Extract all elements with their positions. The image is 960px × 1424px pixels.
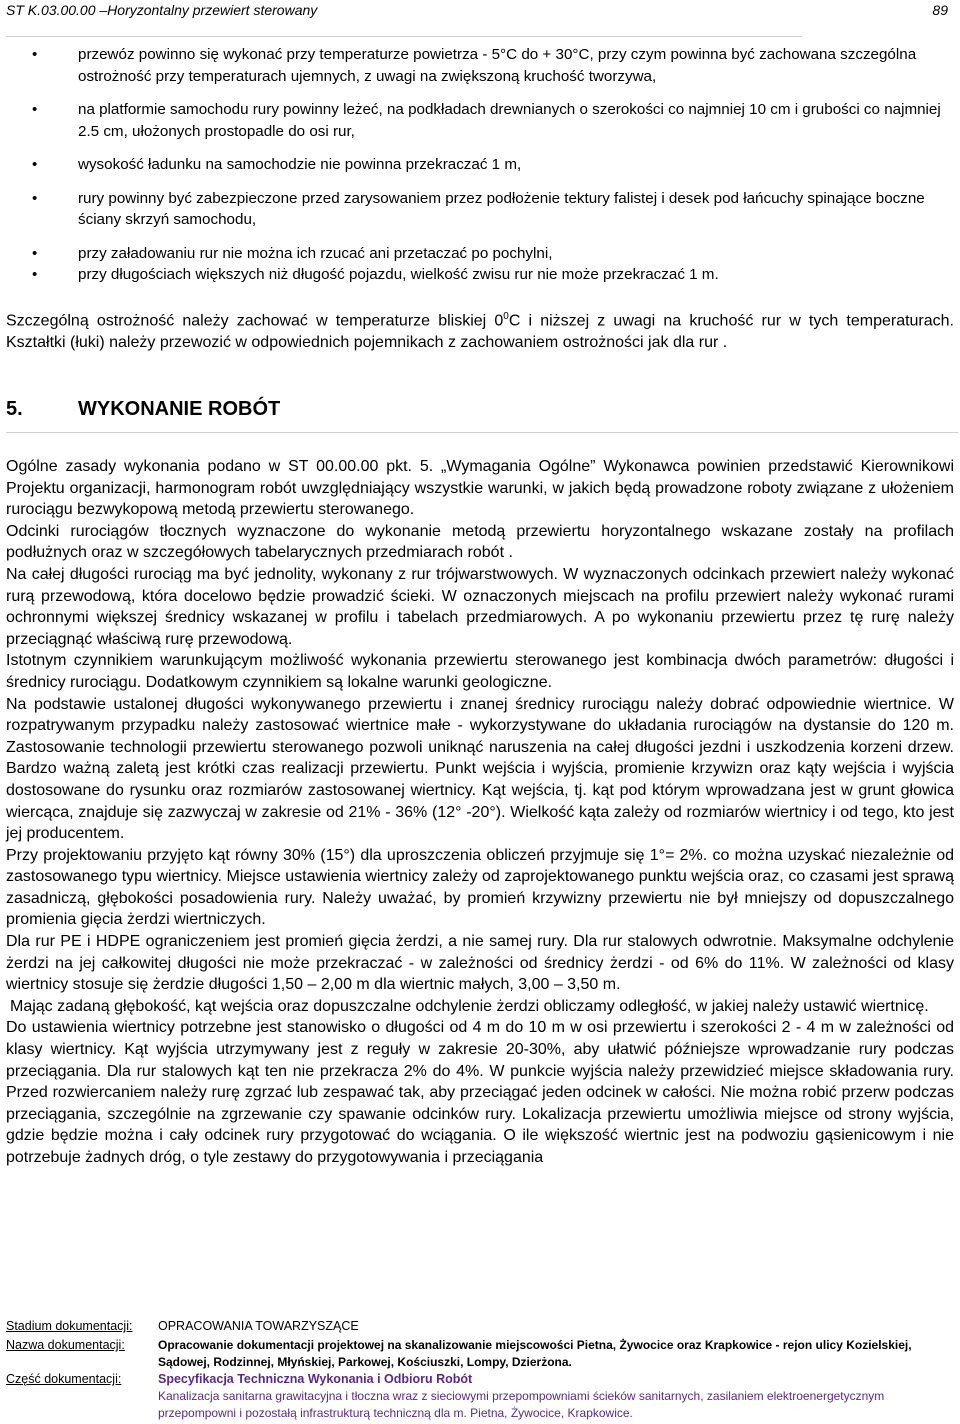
bullet-icon: •	[32, 46, 38, 63]
section-number: 5.	[6, 398, 23, 420]
footer-part-title: Specyfikacja Techniczna Wykonania i Odbioru Robót	[158, 1372, 473, 1386]
list-item-text: przy załadowaniu rur nie można ich rzucać ani przetaczać po pochylni,	[78, 244, 553, 262]
page-footer	[6, 1318, 956, 1422]
bullet-icon: •	[32, 266, 38, 283]
list-item-text: na platformie samochodu rury powinny leżeć, na podkładach drewnianych o szerokości co najmniej 10 cm i grubości co najmniej 2.5 cm, ułożonych prostopadle do osi rur,	[78, 101, 941, 140]
paragraph: Istotnym czynnikiem warunkującym możliwość wykonania przewiertu sterowanego jest kombinacja dwóch parametrów: długości i średnicy rurociągu. Dodatkowym czynnikiem są lokalne warunki geologiczne.	[6, 652, 954, 691]
paragraph-text-after: C i niższej z uwagi na kruchość rur w tych temperaturach. Kształtki (łuki) należy przewozić w odpowiednich pojemnikach z zachowaniem ostrożności jak dla rur .	[6, 312, 955, 351]
paragraph	[6, 306, 954, 354]
list-item-text: wysokość ładunku na samochodzie nie powinna przekraczać 1 m,	[78, 156, 522, 173]
footer-name-value	[158, 1337, 956, 1371]
paragraph-text-before: Szczególną ostrożność należy zachować w temperaturze bliskiej 0	[6, 312, 504, 330]
superscript: 0	[503, 311, 509, 322]
footer-name-row	[6, 1337, 956, 1371]
bullet-icon: •	[32, 189, 38, 207]
section-divider	[6, 432, 958, 433]
header-title: ST K.03.00.00 –Horyzontalny przewiert sterowany	[6, 2, 318, 18]
footer-part-label: Część dokumentacji:	[6, 1372, 122, 1386]
footer-stage-value: OPRACOWANIA TOWARZYSZĄCE	[158, 1319, 359, 1333]
paragraph: Przy projektowaniu przyjęto kąt równy 30% (15°) dla uproszczenia obliczeń przyjmuje się 1°= 2%. co można uzyskać niezależnie od zastosowanego typu wiertnicy. Miejsce ustawienia wiertnicy zależy od zaprojektowanego punktu wejścia oraz, co czasami jest sprawą zasadniczą, głębokości posadowienia rury. Należy uważać, by promień krzywizny przewiertu nie był mniejszy od dopuszczalnego promienia gięcia żerdzi wiertniczych.	[6, 846, 954, 929]
list-item	[6, 188, 956, 231]
page-number: 89	[932, 2, 948, 18]
transport-rules-list	[6, 44, 956, 286]
header-divider	[6, 36, 802, 37]
list-item	[6, 154, 956, 176]
bullet-icon: •	[32, 244, 38, 262]
paragraph: Dla rur PE i HDPE ograniczeniem jest promień gięcia żerdzi, a nie samej rury. Dla rur stalowych odwrotnie. Maksymalne odchylenie żerdzi na jej całkowitej długości nie może przekraczać - w zależności od średnicy żerdzi - od 6% do 11%. W zależności od klasy wiertnicy stosuje się żerdzie długości 1,50 – 2,00 m dla wiertnic małych, 3,00 – 3,50 m.	[6, 933, 954, 994]
list-item-text: rury powinny być zabezpieczone przed zarysowaniem przez podłożenie tektury falistej i desek pod łańcuchy spinające boczne ściany skrzyń samochodu,	[78, 189, 925, 228]
bullet-icon: •	[32, 156, 38, 173]
footer-part-text: Kanalizacja sanitarna grawitacyjna i tłoczna wraz z sieciowymi przepompowniami ścieków sanitarnych, zasilaniem elektroenergetycznym przepompowni i pozostałą infrastrukturą techniczną dla m. Pietna, Żywocice, Krapkowice.	[158, 1389, 885, 1420]
list-item-text: przy długościach większych niż długość pojazdu, wielkość zwisu rur nie może przekraczać 1 m.	[78, 266, 719, 283]
paragraph: Ogólne zasady wykonania podano w ST 00.00.00 pkt. 5. „Wymagania Ogólne” Wykonawca powinien przedstawić Kierownikowi Projektu organizacji, harmonogram robót uwzględniający wszystkie warunki, w jakich będą prowadzone roboty związane z ułożeniem rurociągu bezwykopową metodą przewiertu sterowanego.	[6, 458, 954, 519]
paragraph: Na podstawie ustalonej długości wykonywanego przewiertu i znanej średnicy rurociągu należy dobrać odpowiednie wiertnice. W rozpatrywanym przypadku należy zastosować wiertnice małe - wykorzystywane do układania rurociągów na dystansie do 120 m. Zastosowanie technologii przewiertu sterowanego pozwoli uniknąć naruszenia na całej długości jezdni i uszkodzenia korzeni drzew. Bardzo ważną zaletą jest krótki czas realizacji przewiertu. Punkt wejścia i wyjścia, promienie krzywizn oraz kąty wejścia i wyjścia dostosowane do rysunku oraz rozmiarów zastosowanej wiertnicy. Kąt wejścia, tj. kąt pod którym wprowadzana jest w grunt głowica wiercąca, znajduje się zazwyczaj w zakresie od 21% - 36% (12° -20°). Wielkość kąta zależy od rozmiarów wiertnicy i od tego, kto jest jej producentem.	[6, 695, 954, 843]
footer-name-text: Opracowanie dokumentacji projektowej na skanalizowanie miejscowości Pietna, Żywocice oraz Krapkowice - rejon ulicy Kozielskiej, Sądowej, Rodzinnej, Młyńskiej, Parkowej, Kościuszki, Lompy, Dzierżona.	[158, 1338, 912, 1369]
section-title: WYKONANIE ROBÓT	[78, 398, 281, 420]
bullet-icon: •	[32, 101, 38, 118]
list-item	[6, 99, 956, 142]
section-body	[6, 456, 954, 1169]
paragraph: Na całej długości rurociąg ma być jednolity, wykonany z rur trójwarstwowych. W wyznaczonych odcinkach przewiert należy wykonać rurą przewodową, która docelowo będzie prowadzić ścieki. W oznaczonych miejscach na profilu przewiert należy wykonać rurami ochronnymi większej średnicy wskazanej w profilu i tabelach przedmiarowych. A po wykonaniu przewiertu przez tę rurę należy przeciągnąć właściwą rurę przewodową.	[6, 565, 954, 648]
footer-stage-label: Stadium dokumentacji:	[6, 1319, 133, 1333]
intro-paragraph	[6, 306, 954, 354]
footer-name-label: Nazwa dokumentacji:	[6, 1338, 125, 1352]
list-item	[6, 264, 956, 286]
list-item-text: przewóz powinno się wykonać przy temperaturze powietrza - 5°C do + 30°C, przy czym powinna być zachowana szczególna ostrożność przy temperaturach ujemnych, z uwagi na zwiększoną kruchość tworzywa,	[78, 46, 917, 85]
section-heading	[6, 396, 958, 432]
footer-part-row	[6, 1371, 956, 1422]
paragraph: Odcinki rurociągów tłocznych wyznaczone do wykonanie metodą przewiertu horyzontalnego wskazane zostały na profilach podłużnych oraz w szczegółowych tabelarycznych przedmiarach robót .	[6, 522, 954, 562]
page-header	[6, 0, 954, 22]
footer-stage-row	[6, 1318, 956, 1337]
paragraph: Mając zadaną głębokość, kąt wejścia oraz dopuszczalne odchylenie żerdzi obliczamy odległość, w jakiej należy ustawić wiertnicę.	[10, 997, 929, 1015]
footer-part-value	[158, 1371, 956, 1422]
paragraph: Do ustawienia wiertnicy potrzebne jest stanowisko o długości od 4 m do 10 m w osi przewiertu i szerokości 2 - 4 m w zależności od klasy wiertnicy. Kąt wyjścia utrzymywany jest z reguły w zakresie 20-30%, aby ułatwić późniejsze wprowadzanie rury podczas przeciągania. Dla rur stalowych kąt ten nie przekracza 2% do 4%. W punkcie wyjścia należy przewidzieć miejsce składowania rury. Przed rozwiercaniem należy rurę zgrzać lub zespawać tak, aby przeciągać jeden odcinek w całości. Nie można robić przerw podczas przeciągania, szczególnie na zgrzewanie czy spawanie odcinków rury. Lokalizacja przewiertu umożliwia miejsce od strony wyjścia, gdzie będzie można i cały odcinek rury przygotować do wciągania. O ile większość wiertnic jest na podwoziu gąsienicowym i nie potrzebuje żadnych dróg, o tyle zestawy do przygotowywania i przeciągania	[6, 1019, 954, 1166]
list-item	[6, 44, 956, 87]
list-item	[6, 243, 956, 265]
